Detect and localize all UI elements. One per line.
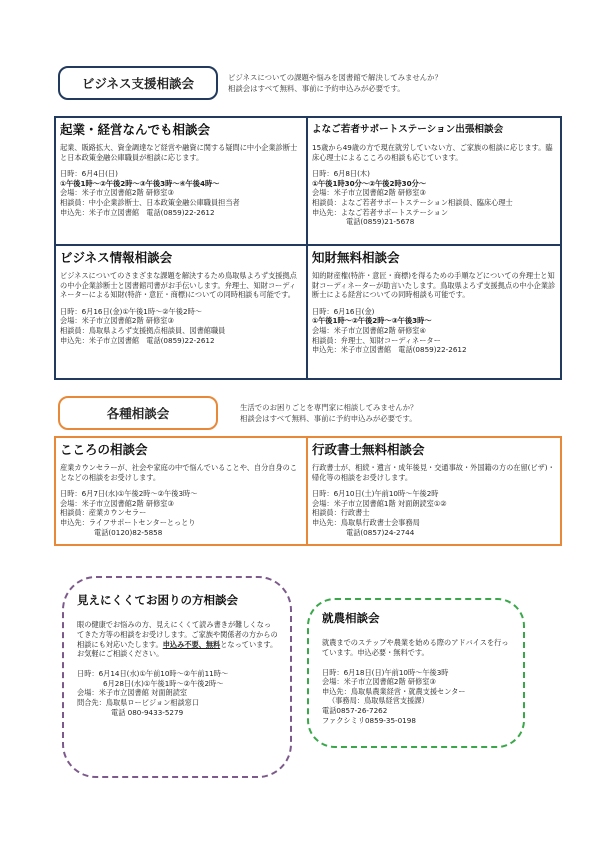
business-consultation-grid: [54, 116, 562, 380]
various-intro: [240, 402, 417, 424]
business-info-desc: ビジネスについてのさまざまな課題を解決するため鳥取県よろず支援拠点の中小企業診断士と図書館司書がお手伝いします。弁理士、知財コーディネーターによる知財(特許・意匠・商標)についての同時相談も可能です。: [60, 271, 297, 300]
low-vision-date-2: 6月28日(水)①午後1時～②午後2時～: [103, 678, 224, 688]
low-vision-desc: [77, 620, 278, 659]
youth-support-title: よなご若者サポートステーション出張相談会: [312, 124, 504, 135]
farming-venue: 会場：米子市立図書館2階 研修室③: [322, 677, 436, 687]
business-info-staff: 相談員：鳥取県よろず支援拠点相談員、図書館職員: [60, 325, 226, 335]
low-vision-desc-main: 眼の健康でお悩みの方、見えにくくて読み書きが難しくなってきた方等の相談をお受けします。ご家族や関係者の方からの相談にも対応いたします。: [77, 620, 278, 649]
low-vision-desc-emphasis: 申込み不要、無料: [162, 639, 221, 649]
youth-contact: 申込先：よなご若者サポートステーション: [312, 207, 449, 217]
ip-contact: 申込先：米子市立図書館 電話(0859)22-2612: [312, 345, 467, 355]
farming-box: [307, 598, 525, 748]
low-vision-contact: 問合先：鳥取県ロービジョン相談窓口: [77, 697, 200, 707]
admin-scrivener-staff: 相談員：行政書士: [312, 508, 370, 518]
startup-management-title: 起業・経営なんでも相談会: [60, 122, 211, 137]
business-info-title: ビジネス情報相談会: [60, 250, 173, 265]
youth-support-cell: [308, 118, 560, 246]
ip-venue: 会場：米子市立図書館2階 研修室④: [312, 325, 426, 335]
admin-scrivener-cell: [308, 438, 560, 544]
various-consultation-grid: [54, 436, 562, 546]
youth-venue: 会場：米子市立図書館2階 研修室③: [312, 188, 426, 198]
ip-consultation-title: 知財無料相談会: [312, 250, 400, 265]
mental-health-venue: 会場：米子市立図書館2階 研修室③: [60, 498, 174, 508]
admin-scrivener-title: 行政書士無料相談会: [312, 442, 425, 457]
various-heading-label: 各種相談会: [106, 406, 170, 421]
low-vision-date-1: 日時：6月14日(水)①午前10時～②午前11時～: [77, 669, 229, 679]
farming-phone: 電話0857-26-7262: [322, 705, 388, 715]
business-intro: [228, 72, 442, 94]
various-intro-line-2: 相談会はすべて無料、事前に予約申込みが必要です。: [240, 414, 417, 423]
low-vision-title: 見えにくくてお困りの方相談会: [77, 593, 238, 607]
business-info-cell: [56, 246, 308, 378]
business-info-date: 日時：6月16日(金)①午後1時～②午後2時～: [60, 306, 202, 316]
business-section-heading: [58, 66, 218, 100]
low-vision-venue: 会場：米子市立図書館 対面朗読室: [77, 688, 188, 698]
ip-consultation-cell: [308, 246, 560, 378]
admin-scrivener-desc: 行政書士が、相続・遺言・成年後見・交通事故・外国籍の方の在留(ビザ)・帰化等の相談をお受けします。: [312, 463, 555, 482]
startup-contact: 申込先：米子市立図書館 電話(0859)22-2612: [60, 207, 215, 217]
startup-venue: 会場：米子市立図書館2階 研修室③: [60, 188, 174, 198]
admin-scrivener-venue: 会場：米子市立図書館1階 対面朗読室①②: [312, 498, 447, 508]
ip-consultation-desc: 知的財産権(特許・意匠・商標)を得るための手順などについての弁理士と知財コーディネーターが助言いたします。鳥取県よろず支援拠点の中小企業診断士による経営についての同時相談も可能です。: [312, 271, 556, 300]
admin-scrivener-contact: 申込先：鳥取県行政書士会事務局: [312, 517, 420, 527]
mental-health-title: こころの相談会: [60, 442, 148, 457]
youth-phone: 電話(0859)21-5678: [346, 217, 415, 227]
low-vision-desc-tail: となっています。お気軽にご相談ください。: [77, 639, 278, 659]
farming-title: 就農相談会: [322, 611, 380, 625]
business-info-venue: 会場：米子市立図書館2階 研修室③: [60, 316, 174, 326]
various-section-heading: [58, 396, 218, 430]
business-intro-line-2: 相談会はすべて無料、事前に予約申込みが必要です。: [228, 84, 405, 93]
ip-date: 日時：6月16日(金): [312, 306, 375, 316]
business-intro-line-1: ビジネスについての課題や悩みを図書館で解決してみませんか？: [228, 73, 442, 82]
various-intro-line-1: 生活でのお困りごとを専門家に相談してみませんか？: [240, 403, 418, 412]
mental-health-cell: [56, 438, 308, 544]
startup-staff: 相談員：中小企業診断士、日本政策金融公庫職員担当者: [60, 197, 240, 207]
mental-health-phone: 電話(0120)82-5858: [94, 527, 163, 537]
startup-management-desc: 起業、販路拡大、資金調達など経営や融資に関する疑問に中小企業診断士と日本政策金融公庫職員が相談に応じます。: [60, 143, 298, 162]
startup-times: ①午後1時～②午後2時～③午後3時～④午後4時～: [60, 178, 220, 188]
startup-date: 日時：6月4日(日): [60, 169, 118, 179]
mental-health-date: 日時：6月7日(水)①午後2時～②午後3時～: [60, 489, 198, 499]
youth-support-desc: 15歳から49歳の方で現在就労していない方、ご家族の相談に応じます。臨床心理士によるこころの相談も応じています。: [312, 143, 553, 162]
business-heading-label: ビジネス支援相談会: [81, 76, 195, 91]
farming-fax: ファクシミリ0859-35-0198: [322, 715, 416, 725]
mental-health-staff: 相談員：産業カウンセラー: [60, 508, 147, 518]
startup-management-cell: [56, 118, 308, 246]
mental-health-desc: 産業カウンセラーが、社会や家庭の中で悩んでいることや、自分自身のことなどの相談をお受けします。: [60, 463, 298, 482]
mental-health-contact: 申込先：ライフサポートセンターとっとり: [60, 517, 196, 527]
low-vision-phone: 電話 080-9433-5279: [111, 707, 184, 717]
admin-scrivener-phone: 電話(0857)24-2744: [346, 527, 415, 537]
ip-staff: 相談員：弁理士、知財コーディネーター: [312, 335, 441, 345]
youth-times: ①午後1時30分～②午後2時30分～: [312, 178, 427, 188]
youth-date: 日時：6月8日(木): [312, 169, 370, 179]
ip-times: ①午後1時～②午後2時～③午後3時～: [312, 316, 432, 326]
business-info-contact: 申込先：米子市立図書館 電話(0859)22-2612: [60, 335, 215, 345]
admin-scrivener-date: 日時：6月10日(土)午前10時～午後2時: [312, 489, 439, 499]
farming-contact: 申込先：鳥取県農業経営・就農支援センター: [322, 686, 466, 696]
farming-desc: 就農までのステップや農業を始める際のアドバイスを行っています。申込必要・無料です。: [322, 638, 509, 657]
farming-office: （事務局：鳥取県経営支援課）: [328, 696, 429, 706]
low-vision-box: [62, 576, 292, 778]
youth-staff: 相談員：よなご若者サポートステーション相談員、臨床心理士: [312, 197, 513, 207]
farming-date: 日時：6月18日(日)午前10時～午後3時: [322, 667, 449, 677]
